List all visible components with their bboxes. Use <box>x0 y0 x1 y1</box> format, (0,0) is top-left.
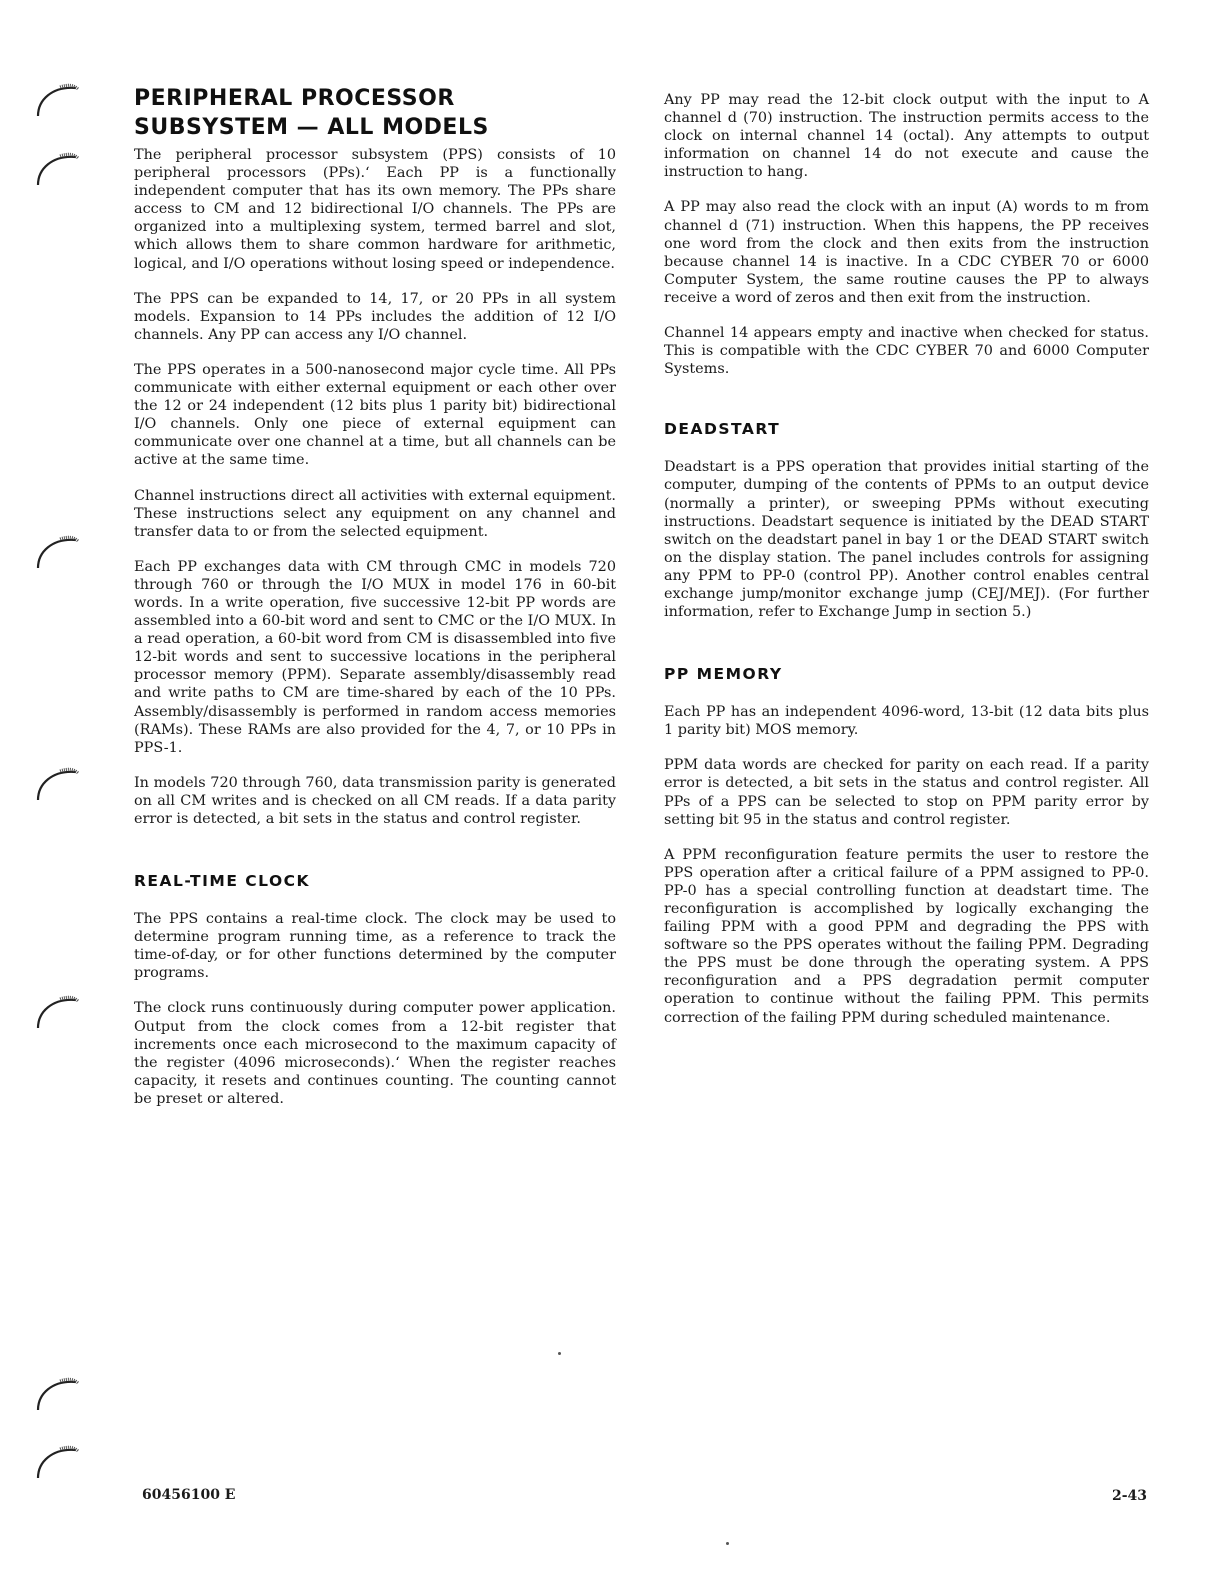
body-paragraph: Channel 14 appears empty and inactive when checked for status. This is compatible with the CDC CYBER 70 and 6000 Computer Systems. <box>664 325 1149 378</box>
body-paragraph: Any PP may read the 12-bit clock output with the input to A channel d (70) instruction. The instruction permits access to the clock on internal channel 14 (octal). Any attempts to output information on channel 14 do not execute and cause the instruction to hang. <box>664 92 1149 181</box>
scan-speck <box>726 1542 729 1545</box>
punch-hole-mark <box>30 988 86 1044</box>
body-paragraph: In models 720 through 760, data transmission parity is generated on all CM writes and is checked on all CM reads. If a data parity error is detected, a bit sets in the status and control register. <box>134 774 616 827</box>
body-paragraph: The PPS contains a real-time clock. The clock may be used to determine program running time, as a reference to track the time-of-day, or for other functions determined by the computer programs. <box>134 911 616 982</box>
body-paragraph: A PPM reconfiguration feature permits the user to restore the PPS operation after a critical failure of a PPM assigned to PP-0. PP-0 has a special controlling function at deadstart time. The reconfiguration is accomplished by logically exchanging the failing PPM with a good PPM and degrading the PPS with software so the PPS operates without the failing PPM. Degrading the PPS must be done through the operating system. A PPS reconfiguration and a PPS degradation permit computer operation to continue without the failing PPM. This permits correction of the failing PPM during scheduled maintenance. <box>664 846 1149 1026</box>
real-time-clock-heading: REAL-TIME CLOCK <box>134 872 311 891</box>
body-paragraph: The peripheral processor subsystem (PPS) consists of 10 peripheral processors (PPs).‘ Each PP is a functionally independent computer that has its own memory. The PPs share access to CM and 12 bidirectional I/O channels. The PPs are organized into a multiplexing system, termed barrel and slot, which allows them to share common hardware for arithmetic, logical, and I/O operations without losing speed or independence. <box>134 147 616 272</box>
pp-memory-heading: PP MEMORY <box>664 665 783 684</box>
body-paragraph: Deadstart is a PPS operation that provides initial starting of the computer, dumping of the contents of PPMs to an output device (normally a printer), or sweeping PPMs without executing instructions. Deadstart sequence is initiated by the DEAD START switch on the deadstart panel in bay 1 or the DEAD START switch on the display station. The panel includes controls for assigning any PPM to PP-0 (control PP). Another control enables central exchange jump/monitor exchange jump (CEJ/MEJ). (For further information, refer to Exchange Jump in section 5.) <box>664 459 1149 621</box>
body-paragraph: PPM data words are checked for parity on each read. If a parity error is detected, a bit sets in the status and control register. All PPs of a PPS can be selected to stop on PPM parity error by setting bit 95 in the status and control register. <box>664 757 1149 828</box>
body-paragraph: Each PP has an independent 4096-word, 13-bit (12 data bits plus 1 parity bit) MOS memory. <box>664 704 1149 739</box>
section-title: PERIPHERAL PROCESSOR SUBSYSTEM — ALL MODELS <box>134 86 489 140</box>
body-paragraph: The PPS can be expanded to 14, 17, or 20 PPs in all system models. Expansion to 14 PPs includes the addition of 12 I/O channels. Any PP can access any I/O channel. <box>134 290 616 343</box>
page-number: 2-43 <box>1112 1488 1148 1504</box>
punch-hole-mark <box>30 76 86 132</box>
document-number: 60456100 E <box>142 1487 236 1503</box>
punch-hole-mark <box>30 1438 86 1494</box>
body-paragraph: The PPS operates in a 500-nanosecond major cycle time. All PPs communicate with either external equipment or each other over the 12 or 24 independent (12 bits plus 1 parity bit) bidirectional I/O channels. Only one piece of external equipment can communicate over one channel at a time, but all channels can be active at the same time. <box>134 361 616 469</box>
body-paragraph: A PP may also read the clock with an input (A) words to m from channel d (71) instruction. When this happens, the PP receives one word from the clock and then exits from the instruction because channel 14 is inactive. In a CDC CYBER 70 or 6000 Computer System, the same routine causes the PP to always receive a word of zeros and then exit from the instruction. <box>664 199 1149 306</box>
body-paragraph: Each PP exchanges data with CM through CMC in models 720 through 760 or through the I/O MUX in model 176 in 60-bit words. In a write operation, five successive 12-bit PP words are assembled into a 60-bit word and sent to CMC or the I/O MUX. In a read operation, a 60-bit word from CM is disassembled into five 12-bit words and sent to successive locations in the peripheral processor memory (PPM). Separate assembly/disassembly read and write paths to CM are time-shared by each of the 10 PPs. Assembly/disassembly is performed in random access memories (RAMs). These RAMs are also provided for the 4, 7, or 10 PPs in PPS-1. <box>134 558 616 756</box>
body-paragraph: The clock runs continuously during computer power application. Output from the clock comes from a 12-bit register that increments once each microsecond to the maximum capacity of the register (4096 microseconds).‘ When the register reaches capacity, it resets and continues counting. The counting cannot be preset or altered. <box>134 1000 616 1107</box>
body-paragraph: Channel instructions direct all activities with external equipment. These instructions select any equipment on any channel and transfer data to or from the selected equipment. <box>134 487 616 540</box>
scan-speck <box>558 1352 561 1355</box>
punch-hole-mark <box>30 528 86 584</box>
deadstart-heading: DEADSTART <box>664 420 781 439</box>
punch-hole-mark <box>30 760 86 816</box>
right-column <box>664 91 1149 1044</box>
left-column <box>134 84 616 1125</box>
punch-hole-mark <box>30 1370 86 1426</box>
punch-hole-mark <box>30 145 86 201</box>
